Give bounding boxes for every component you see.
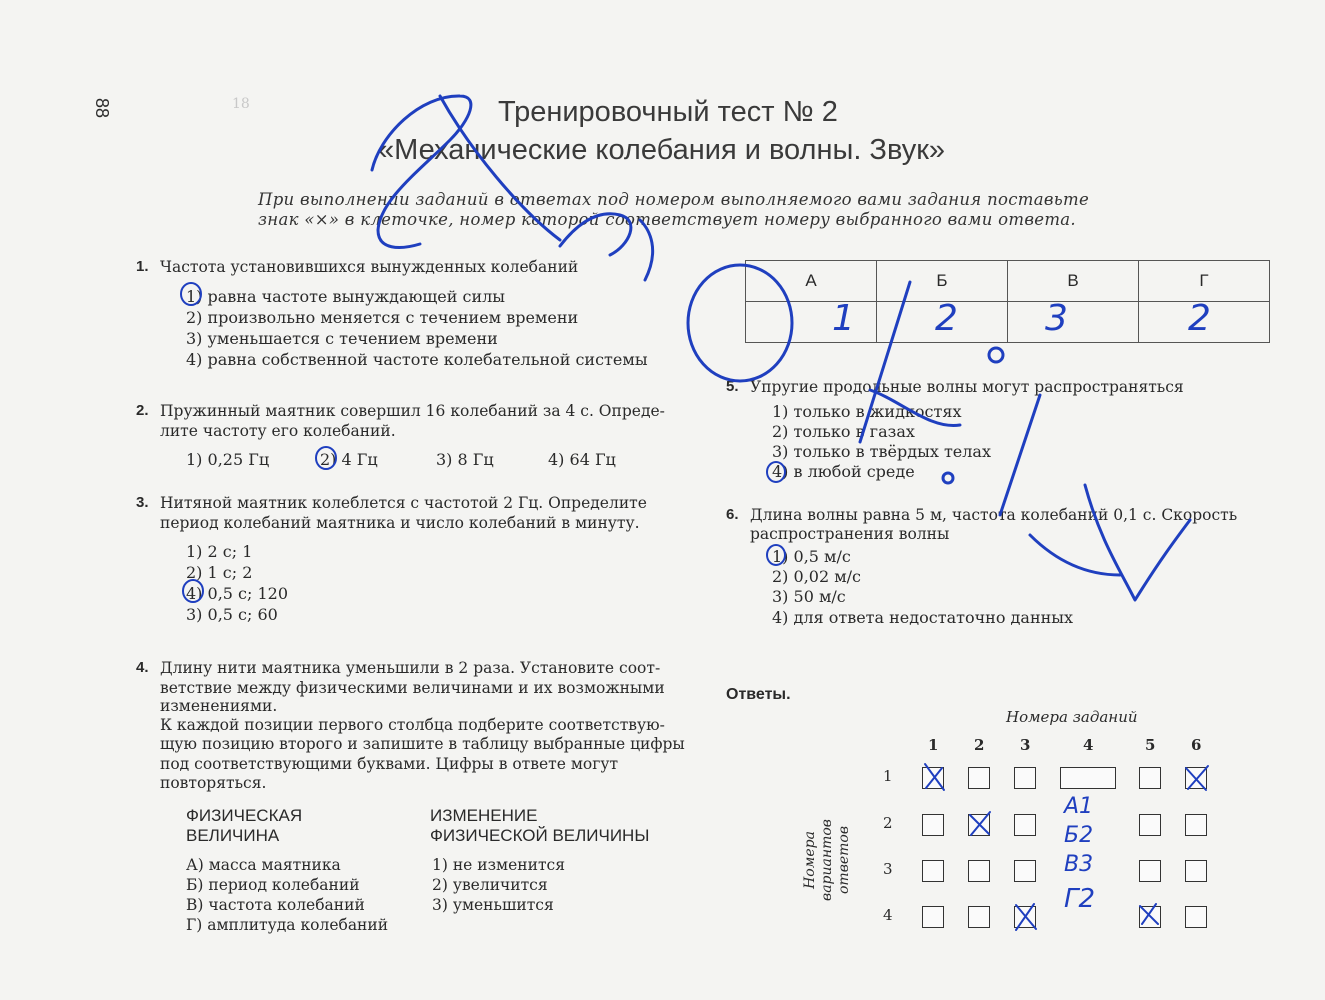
overlay-k-stem (860, 282, 910, 442)
q4-col2-item-1: 1) не изменится (432, 856, 565, 874)
q2-option-1: 1) 0,25 Гц (186, 450, 270, 469)
q2-option-4: 4) 64 Гц (548, 450, 616, 469)
answer-table-header-b: Б (877, 261, 1008, 302)
bleed-through: 18 (232, 96, 250, 112)
q6-option-4: 4) для ответа недостаточно данных (772, 608, 1074, 627)
q2-option-2: 2) 4 Гц (320, 450, 378, 469)
variants-label: Номера вариантов ответов (802, 819, 852, 901)
q6-text-2: распространения волны (750, 525, 950, 543)
q3-number: 3. (136, 494, 149, 511)
task-number-3: 3 (1020, 736, 1031, 754)
q3-option-2: 2) 1 с; 2 (186, 563, 253, 582)
q4-col2-item-2: 2) увеличится (432, 876, 548, 894)
handwritten-note-v3: В3 (1064, 852, 1094, 877)
handwritten-note-b2: Б2 (1064, 823, 1094, 848)
q4-col1-item-a: А) масса маятника (186, 856, 341, 874)
q3-text-2: период колебаний маятника и число колебаний в минуту. (160, 514, 640, 532)
q6-text-1: Длина волны равна 5 м, частота колебаний 0,1 с. Скорость (750, 506, 1238, 524)
q4-col1-item-g: Г) амплитуда колебаний (186, 916, 389, 934)
answer-table-header-v: В (1008, 261, 1139, 302)
q2-number: 2. (136, 402, 149, 419)
q4-line-5: щую позицию второго и запишите в таблицу выбранные цифры (160, 735, 685, 753)
q6-option-2: 2) 0,02 м/с (772, 567, 862, 586)
q5-number: 5. (726, 378, 739, 395)
variant-number-1: 1 (883, 767, 893, 785)
q6-circle-mark (767, 545, 785, 565)
q2-text-1: Пружинный маятник совершил 16 колебаний за 4 с. Опреде- (160, 402, 665, 420)
page-number: 88 (92, 98, 112, 119)
overlay-stroke-1 (372, 96, 471, 248)
q5-option-4: 4) в любой среде (772, 462, 915, 481)
task-number-5: 5 (1145, 736, 1156, 754)
q6-number: 6. (726, 506, 739, 523)
q4-line-4: К каждой позиции первого столбца подберите соответствую- (160, 716, 665, 734)
overlay-stroke-4 (640, 220, 653, 280)
cross-r1-c1 (925, 764, 944, 790)
q4-line-7: повторяться. (160, 774, 267, 792)
q4-col1-item-v: В) частота колебаний (186, 896, 365, 914)
handwritten-g: 2 (1188, 298, 1211, 339)
q5-circle-mark (767, 462, 785, 482)
q1-option-1: 1) равна частоте вынуждающей силы (186, 287, 506, 306)
overlay-stroke-5 (1000, 395, 1040, 515)
q1-option-4: 4) равна собственной частоте колебательной системы (186, 350, 648, 369)
overlay-letter-o (688, 265, 792, 381)
q1-option-3: 3) уменьшается с течением времени (186, 329, 498, 348)
q2-circle-mark (316, 447, 336, 469)
handwritten-b: 2 (935, 298, 958, 339)
q6-option-3: 3) 50 м/с (772, 587, 846, 606)
q1-text: Частота установившихся вынужденных колебаний (160, 258, 579, 276)
handwritten-note-a1: А1 (1064, 794, 1094, 819)
overlay-k-arm (870, 390, 960, 426)
cross-r4-c3 (1016, 904, 1036, 930)
cross-r4-c5 (1140, 904, 1158, 924)
q4-col2-item-3: 3) уменьшится (432, 896, 554, 914)
q2-option-3: 3) 8 Гц (436, 450, 494, 469)
q4-line-6: под соответствующими буквами. Цифры в ответе могут (160, 755, 619, 773)
task-number-1: 1 (928, 736, 939, 754)
cross-r1-c6 (1186, 766, 1208, 790)
q4-col2-head-1: ИЗМЕНЕНИЕ (430, 806, 538, 825)
title-line-1: Тренировочный тест № 2 (498, 96, 838, 128)
instruction-line-2: знак «×» в клеточке, номер которой соответствует номеру выбранного вами ответа. (258, 210, 1076, 229)
q4-line-2: ветствие между физическими величинами и их возможными (160, 679, 665, 697)
q2-text-2: лите частоту его колебаний. (160, 422, 396, 440)
q1-circle-mark (181, 283, 201, 305)
q3-option-4: 4) 0,5 с; 120 (186, 584, 289, 603)
handwritten-v: 3 (1045, 298, 1068, 339)
q4-line-3: изменениями. (160, 697, 278, 715)
handwritten-a: 1 (832, 298, 855, 339)
q5-option-1: 1) только в жидкостях (772, 402, 962, 421)
q4-col1-item-b: Б) период колебаний (186, 876, 360, 894)
handwritten-note-g2: Г2 (1064, 884, 1096, 914)
q3-circle-mark (183, 580, 203, 602)
q3-option-3: 3) 0,5 с; 60 (186, 605, 278, 624)
instruction-line-1: При выполнении заданий в ответах под номером выполняемого вами задания поставьте (258, 190, 1090, 209)
answers-label: Ответы. (726, 686, 791, 703)
tasks-label: Номера заданий (1006, 708, 1138, 726)
answer-table-header-g: Г (1139, 261, 1270, 302)
answer-table-header-a: А (746, 261, 877, 302)
overlay-dot-1 (989, 348, 1003, 362)
q4-number: 4. (136, 659, 149, 676)
q1-option-2: 2) произвольно меняется с течением времени (186, 308, 579, 327)
variant-number-4: 4 (883, 906, 893, 924)
q1-number: 1. (136, 258, 149, 275)
cross-r2-c2 (970, 812, 990, 835)
title-line-2: «Механические колебания и волны. Звук» (378, 134, 946, 166)
q4-line-1: Длину нити маятника уменьшили в 2 раза. Установите соот- (160, 659, 661, 677)
q3-text-1: Нитяной маятник колеблется с частотой 2 Гц. Определите (160, 494, 647, 512)
overlay-stroke-2 (440, 96, 560, 240)
q5-option-2: 2) только в газах (772, 422, 915, 441)
q5-text: Упругие продольные волны могут распространяться (750, 378, 1184, 396)
q4-col1-head-2: ВЕЛИЧИНА (186, 826, 280, 845)
q4-col1-head-1: ФИЗИЧЕСКАЯ (186, 806, 303, 825)
variant-number-2: 2 (883, 814, 893, 832)
variant-number-3: 3 (883, 860, 893, 878)
overlay-dot-2 (943, 473, 953, 483)
q5-option-3: 3) только в твёрдых телах (772, 442, 991, 461)
q6-option-1: 1) 0,5 м/с (772, 547, 851, 566)
task-number-6: 6 (1191, 736, 1202, 754)
q4-col2-head-2: ФИЗИЧЕСКОЙ ВЕЛИЧИНЫ (430, 826, 650, 845)
overlay-stroke-3 (560, 214, 631, 255)
overlay-stroke-6 (1085, 485, 1190, 600)
q3-option-1: 1) 2 с; 1 (186, 542, 253, 561)
task-number-2: 2 (974, 736, 985, 754)
task-number-4: 4 (1083, 736, 1094, 754)
